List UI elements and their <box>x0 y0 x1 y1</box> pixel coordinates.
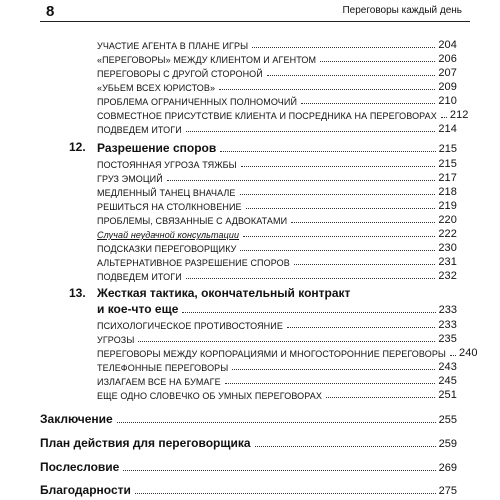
toc-entry <box>97 255 457 268</box>
toc-entry-label: ТЕЛЕФОННЫЕ ПЕРЕГОВОРЫ <box>97 363 229 373</box>
toc-entry-label: ПОСТОЯННАЯ УГРОЗА ТЯЖБЫ <box>97 160 237 170</box>
section-page: 269 <box>438 462 457 474</box>
toc-entry <box>97 374 457 387</box>
toc-entry-page: 204 <box>438 39 457 51</box>
section-title: Благодарности <box>40 483 131 497</box>
toc-entry <box>97 241 457 254</box>
section-page: 259 <box>438 438 457 450</box>
leader-dots <box>225 383 436 384</box>
toc-entry-page: 209 <box>438 81 457 93</box>
leader-dots <box>219 89 435 90</box>
header-rule <box>40 21 470 22</box>
toc-entry <box>97 213 457 226</box>
toc-entry-page: 233 <box>438 319 457 331</box>
toc-entry-label: УГРОЗЫ <box>97 335 135 345</box>
section-title: Послесловие <box>40 460 120 474</box>
toc-chapter <box>97 300 457 316</box>
toc-entry-page: 210 <box>438 95 457 107</box>
section-page: 255 <box>438 414 457 426</box>
toc-entry-label: ПОДВЕДЕМ ИТОГИ <box>97 125 182 135</box>
leader-dots <box>167 180 436 181</box>
toc-entry-page: 232 <box>438 270 457 282</box>
toc-entry-page: 245 <box>438 375 457 387</box>
toc-entry <box>97 199 457 212</box>
leader-dots <box>220 151 435 152</box>
toc-section <box>40 434 457 450</box>
toc-entry <box>97 171 457 184</box>
leader-dots <box>441 117 447 118</box>
toc-entry-page: 214 <box>438 123 457 135</box>
toc-entry-label: «УБЬЕМ ВСЕХ ЮРИСТОВ» <box>97 83 216 93</box>
toc-entry-page: 251 <box>438 389 457 401</box>
toc-entry-label: ПОДВЕДЕМ ИТОГИ <box>97 272 182 282</box>
toc-entry-label: УЧАСТИЕ АГЕНТА В ПЛАНЕ ИГРЫ <box>97 41 249 51</box>
chapter-number: 13. <box>69 286 86 300</box>
leader-dots <box>240 194 436 195</box>
toc-entry-label: ПЕРЕГОВОРЫ С ДРУГОЙ СТОРОНОЙ <box>97 69 263 79</box>
section-page: 275 <box>438 485 457 497</box>
leader-dots <box>117 422 436 423</box>
toc-entry-label: ГРУЗ ЭМОЦИЙ <box>97 174 163 184</box>
toc-entry-label: АЛЬТЕРНАТИВНОЕ РАЗРЕШЕНИЕ СПОРОВ <box>97 258 290 268</box>
leader-dots <box>320 61 435 62</box>
toc-entry <box>97 227 457 240</box>
chapter-page: 215 <box>438 143 457 155</box>
toc-entry <box>97 388 457 401</box>
toc-entry <box>97 346 478 359</box>
toc-entry <box>97 360 457 373</box>
leader-dots <box>135 493 436 494</box>
leader-dots <box>246 208 436 209</box>
chapter-number: 12. <box>69 140 86 154</box>
leader-dots <box>267 75 435 76</box>
chapter-title: Разрешение споров <box>97 141 217 155</box>
toc-entry-page: 235 <box>438 333 457 345</box>
leader-dots <box>232 369 435 370</box>
leader-dots <box>252 47 435 48</box>
toc-entry-page: 206 <box>438 53 457 65</box>
toc-entry-page: 243 <box>438 361 457 373</box>
section-title: План действия для переговорщика <box>40 436 251 450</box>
section-title: Заключение <box>40 412 113 426</box>
leader-dots <box>255 446 436 447</box>
toc-section <box>40 458 457 474</box>
toc-entry-page: 218 <box>438 186 457 198</box>
toc-entry <box>97 157 457 170</box>
leader-dots <box>243 236 435 237</box>
toc-section <box>40 410 457 426</box>
leader-dots <box>301 103 435 104</box>
page-number: 8 <box>46 3 55 20</box>
leader-dots <box>294 264 436 265</box>
toc-entry-label: ПРОБЛЕМА ОГРАНИЧЕННЫХ ПОЛНОМОЧИЙ <box>97 97 298 107</box>
leader-dots <box>241 166 436 167</box>
leader-dots <box>182 312 435 313</box>
toc-entry-page: 230 <box>438 242 457 254</box>
toc-entry-page: 212 <box>449 109 469 121</box>
toc-entry <box>97 318 457 331</box>
toc-entry-label: Случай неудачной консультации <box>97 230 240 240</box>
leader-dots <box>186 131 436 132</box>
leader-dots <box>186 278 436 279</box>
chapter-title-continued: и кое-что еще <box>97 302 179 316</box>
leader-dots <box>291 222 435 223</box>
toc-entry <box>97 122 457 135</box>
toc-entry-page: 217 <box>438 172 457 184</box>
toc-entry-label: ПЕРЕГОВОРЫ МЕЖДУ КОРПОРАЦИЯМИ И МНОГОСТОРОННИЕ ПЕРЕГОВОРЫ <box>97 349 446 359</box>
leader-dots <box>326 397 435 398</box>
leader-dots <box>138 341 435 342</box>
toc-entry-label: ПОДСКАЗКИ ПЕРЕГОВОРЩИКУ <box>97 244 237 254</box>
toc-entry-label: «ПЕРЕГОВОРЫ» МЕЖДУ КЛИЕНТОМ И АГЕНТОМ <box>97 55 317 65</box>
running-title: Переговоры каждый день <box>342 5 462 16</box>
toc-entry <box>97 185 457 198</box>
toc-chapter <box>97 139 457 155</box>
page-header <box>0 0 500 26</box>
chapter-page: 233 <box>438 304 457 316</box>
toc-entry-label: ЕЩЕ ОДНО СЛОВЕЧКО ОБ УМНЫХ ПЕРЕГОВОРАХ <box>97 391 322 401</box>
toc-entry-label: ПСИХОЛОГИЧЕСКОЕ ПРОТИВОСТОЯНИЕ <box>97 321 283 331</box>
toc-entry-page: 207 <box>438 67 457 79</box>
toc-entry-label: ПРОБЛЕМЫ, СВЯЗАННЫЕ С АДВОКАТАМИ <box>97 216 288 226</box>
toc-entry-page: 222 <box>438 228 457 240</box>
toc-entry <box>97 332 457 345</box>
toc-entry <box>97 52 457 65</box>
leader-dots <box>240 250 435 251</box>
leader-dots <box>287 327 435 328</box>
toc-section <box>40 481 457 497</box>
toc-entry-label: МЕДЛЕННЫЙ ТАНЕЦ ВНАЧАЛЕ <box>97 188 236 198</box>
toc-entry <box>97 38 457 51</box>
leader-dots <box>450 355 456 356</box>
toc-entry-label: СОВМЕСТНОЕ ПРИСУТСТВИЕ КЛИЕНТА И ПОСРЕДНИКА НА ПЕРЕГОВОРАХ <box>97 111 437 121</box>
toc-entry-page: 219 <box>438 200 457 212</box>
toc-entry-page: 220 <box>438 214 457 226</box>
toc-entry <box>97 94 457 107</box>
toc-entry <box>97 66 457 79</box>
toc-entry <box>97 108 469 121</box>
toc-entry-page: 240 <box>458 347 478 359</box>
toc-entry <box>97 269 457 282</box>
toc-entry-label: ИЗЛАГАЕМ ВСЕ НА БУМАГЕ <box>97 377 221 387</box>
toc-entry-page: 231 <box>438 256 457 268</box>
leader-dots <box>123 470 435 471</box>
toc-entry <box>97 80 457 93</box>
toc-entry-label: РЕШИТЬСЯ НА СТОЛКНОВЕНИЕ <box>97 202 242 212</box>
toc-entry-page: 215 <box>438 158 457 170</box>
chapter-title: Жесткая тактика, окончательный контракт <box>97 286 351 300</box>
